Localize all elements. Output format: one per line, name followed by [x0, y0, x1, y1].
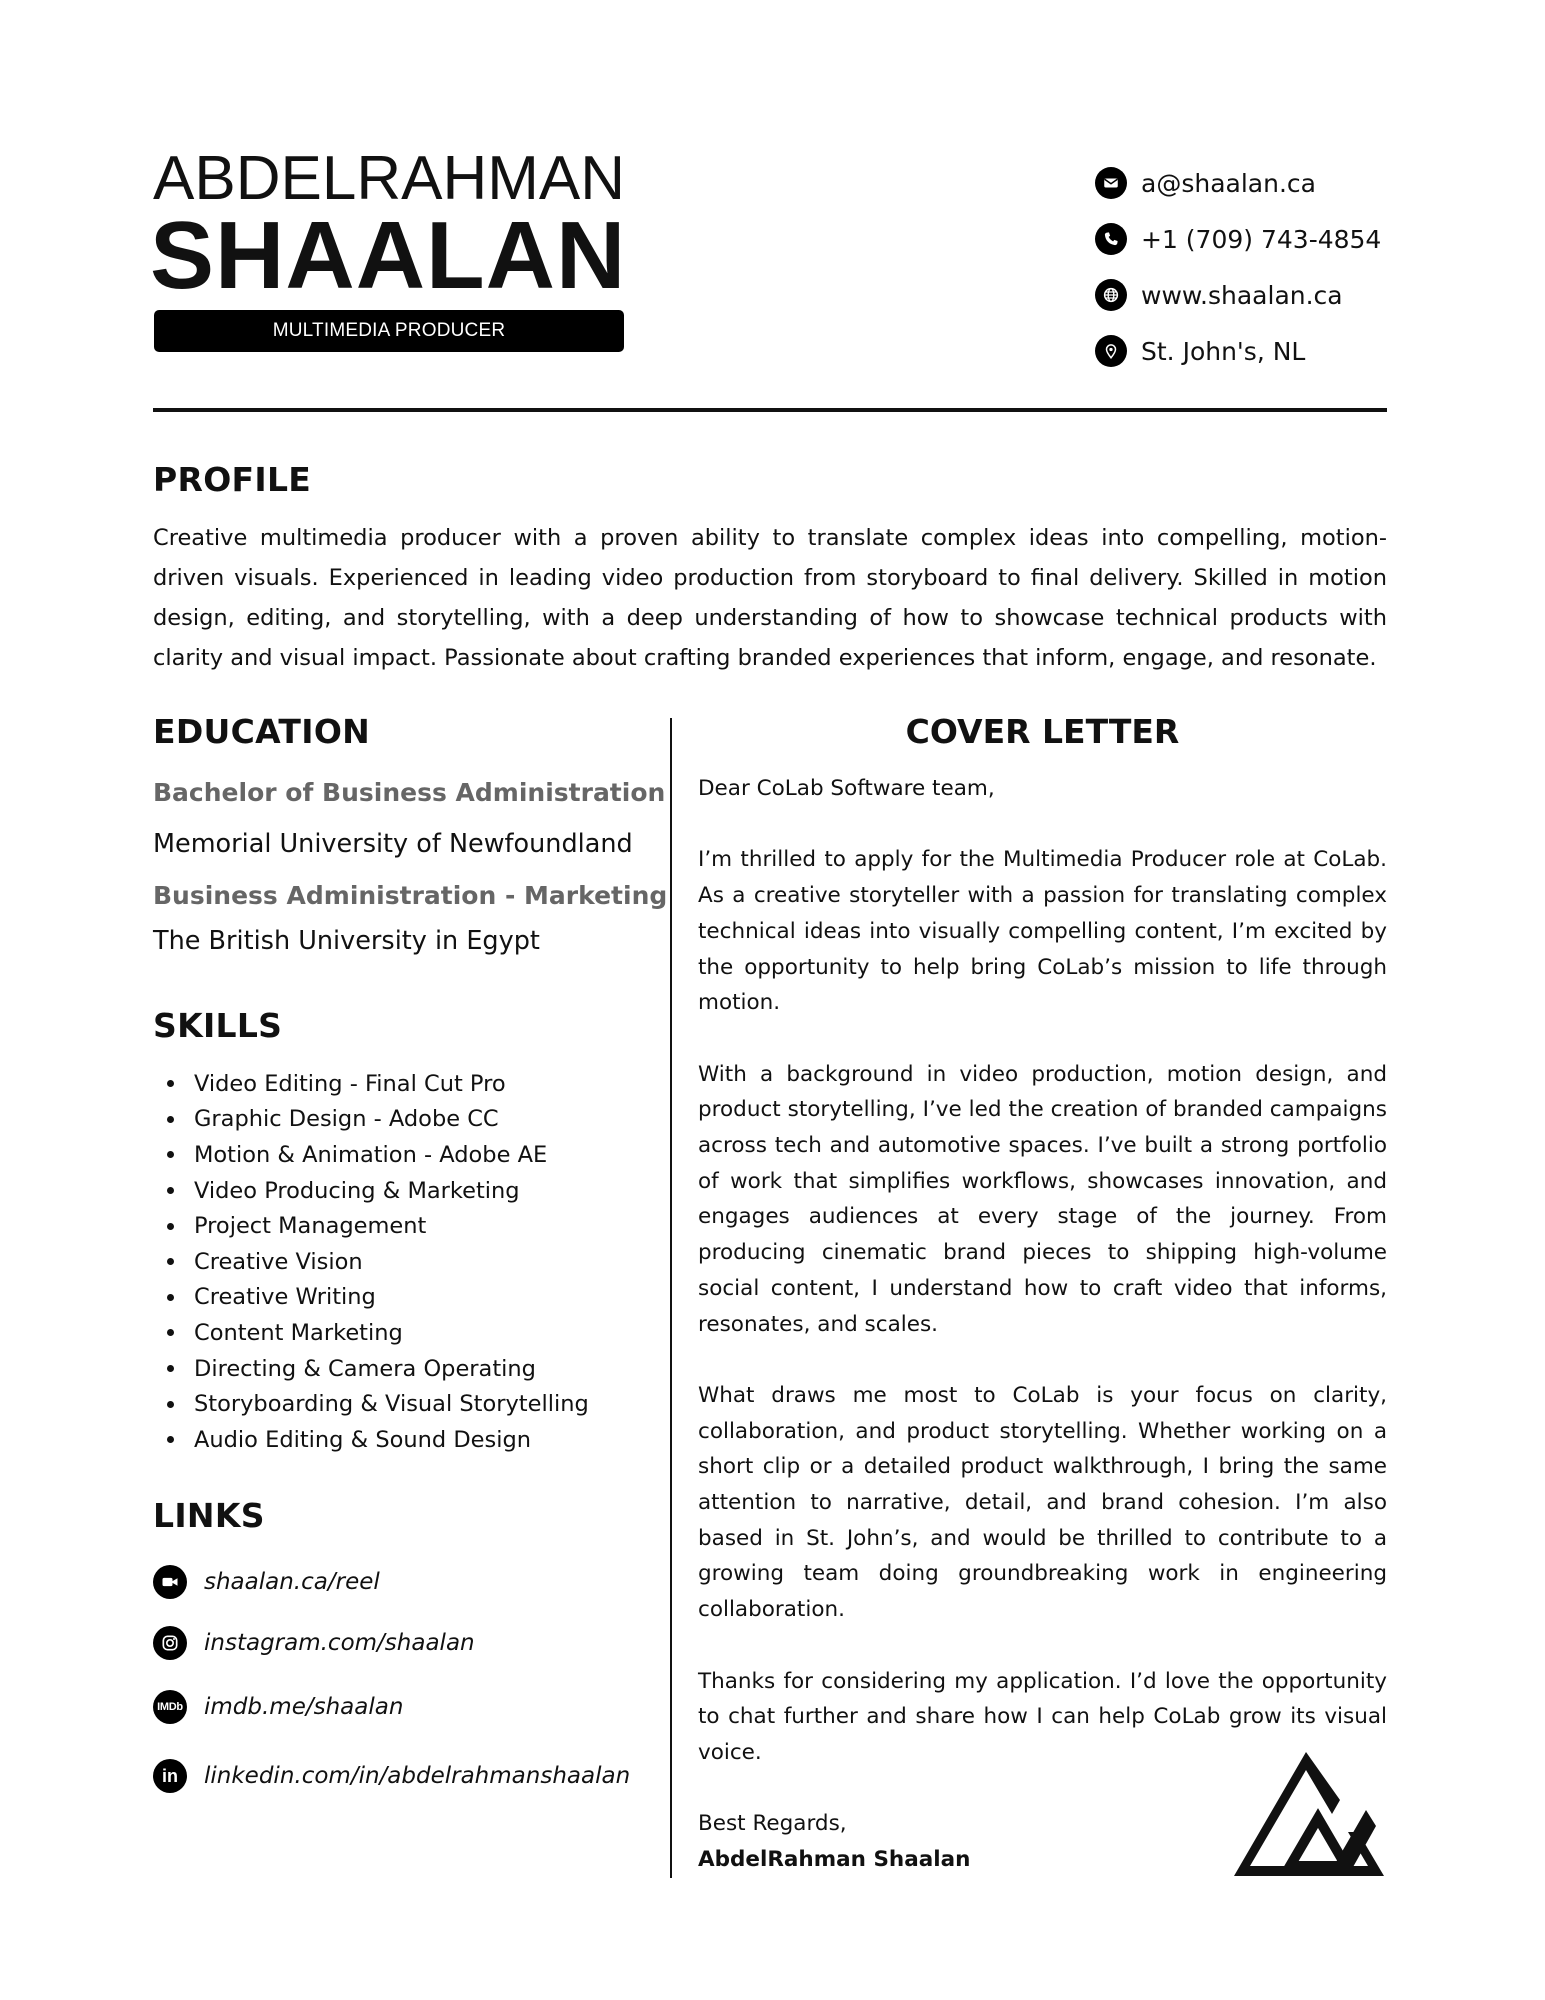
bullet-icon	[167, 1223, 174, 1230]
linkedin-icon	[153, 1759, 187, 1793]
job-title-badge: MULTIMEDIA PRODUCER	[154, 310, 624, 352]
location-icon	[1095, 335, 1127, 367]
bullet-icon	[167, 1436, 174, 1443]
bullet-icon	[167, 1401, 174, 1408]
link-reel[interactable]	[153, 1565, 380, 1599]
link-linkedin[interactable]	[153, 1759, 630, 1793]
phone-icon	[1095, 223, 1127, 255]
list-item	[153, 1386, 643, 1422]
list-item	[153, 1173, 643, 1209]
education-heading: EDUCATION	[153, 712, 371, 751]
email-icon	[1095, 167, 1127, 199]
skill-label: Directing & Camera Operating	[194, 1355, 536, 1382]
education-degree: Business Administration - Marketing	[153, 881, 668, 910]
linkedin-icon-text: in	[162, 1765, 178, 1786]
skill-label: Video Producing & Marketing	[194, 1177, 520, 1204]
imdb-icon-text: IMDb	[157, 1701, 183, 1713]
contact-phone-text: +1 (709) 743-4854	[1141, 224, 1382, 254]
letter-greeting: Dear CoLab Software team,	[698, 776, 995, 801]
contact-list	[1095, 155, 1515, 379]
link-text: instagram.com/shaalan	[204, 1630, 475, 1656]
letter-signature: AbdelRahman Shaalan	[698, 1847, 971, 1873]
skill-label: Graphic Design - Adobe CC	[194, 1106, 499, 1133]
letter-paragraph: With a background in video production, motion design, and product storytelling, I’ve led the creation of branded campaigns across tech and automotive spaces. I’ve built a strong portfolio of work that simplifies workflows, showcases innovation, and engages audiences at every stage of the journey. From producing cinematic brand pieces to shipping high-volume social content, I understand how to craft video that informs, resonates, and scales.	[698, 1061, 1387, 1337]
contact-email[interactable]	[1095, 155, 1515, 211]
profile-text: Creative multimedia producer with a proven ability to translate complex ideas into compelling, motion-driven visuals. Experienced in leading video production from storyboard to final delivery. Skilled in motion design, editing, and storytelling, with a deep understanding of how to showcase technical products with clarity and visual impact. Passionate about crafting branded experiences that inform, engage, and resonate.	[153, 525, 1387, 671]
cover-letter-body	[698, 771, 1387, 1913]
skill-label: Audio Editing & Sound Design	[194, 1426, 532, 1453]
profile-heading: PROFILE	[153, 460, 312, 499]
bullet-icon	[167, 1187, 174, 1194]
skills-heading: SKILLS	[153, 1006, 283, 1045]
list-item	[153, 1066, 643, 1102]
monogram-logo-icon	[1230, 1750, 1390, 1882]
globe-icon	[1095, 279, 1127, 311]
list-item	[153, 1102, 643, 1138]
imdb-icon	[153, 1690, 187, 1724]
cover-letter-heading: COVER LETTER	[905, 712, 1180, 751]
contact-location-text: St. John's, NL	[1141, 336, 1306, 366]
skill-label: Content Marketing	[194, 1319, 403, 1346]
skills-list	[153, 1066, 643, 1458]
instagram-icon	[153, 1626, 187, 1660]
skill-label: Creative Vision	[194, 1248, 363, 1275]
skill-label: Project Management	[194, 1213, 427, 1240]
bullet-icon	[167, 1151, 174, 1158]
skill-label: Motion & Animation - Adobe AE	[194, 1141, 548, 1168]
link-text: shaalan.ca/reel	[204, 1569, 380, 1595]
list-item	[153, 1422, 643, 1458]
contact-email-text: a@shaalan.ca	[1141, 168, 1316, 198]
education-school: Memorial University of Newfoundland	[153, 829, 633, 859]
education-school: The British University in Egypt	[153, 926, 540, 956]
list-item	[153, 1351, 643, 1387]
letter-closing: Best Regards,	[698, 1811, 847, 1837]
letter-paragraph: What draws me most to CoLab is your focus on clarity, collaboration, and product storytelling. Whether working on a short clip or a detailed product walkthrough, I bring the same attention to narrative, detail, and brand cohesion. I’m also based in St. John’s, and would be thrilled to contribute to a growing team doing groundbreaking work in engineering collaboration.	[698, 1382, 1387, 1623]
link-text: linkedin.com/in/abdelrahmanshaalan	[204, 1763, 631, 1789]
contact-location	[1095, 323, 1515, 379]
bullet-icon	[167, 1365, 174, 1372]
bullet-icon	[167, 1080, 174, 1087]
bullet-icon	[167, 1329, 174, 1336]
skill-label: Storyboarding & Visual Storytelling	[194, 1391, 589, 1418]
link-text: imdb.me/shaalan	[204, 1694, 404, 1720]
list-item	[153, 1280, 643, 1316]
contact-website-text: www.shaalan.ca	[1141, 280, 1343, 310]
letter-paragraph: I’m thrilled to apply for the Multimedia Producer role at CoLab. As a creative storyteller with a passion for translating complex technical ideas into visually compelling content, I’m excited by the opportunity to help bring CoLab’s mission to life through motion.	[698, 847, 1387, 1016]
letter-paragraph: Thanks for considering my application. I’d love the opportunity to chat further and share how I can help CoLab grow its visual voice.	[698, 1668, 1387, 1765]
education-degree: Bachelor of Business Administration	[153, 778, 666, 807]
link-instagram[interactable]	[153, 1626, 475, 1660]
video-camera-icon	[153, 1565, 187, 1599]
contact-phone[interactable]	[1095, 211, 1515, 267]
first-name: ABDELRAHMAN	[153, 144, 625, 213]
links-heading: LINKS	[153, 1496, 265, 1535]
list-item	[153, 1244, 643, 1280]
last-name: SHAALAN	[150, 202, 627, 309]
skill-label: Video Editing - Final Cut Pro	[194, 1070, 506, 1097]
list-item	[153, 1208, 643, 1244]
link-imdb[interactable]	[153, 1690, 403, 1724]
header-divider	[153, 408, 1387, 412]
bullet-icon	[167, 1116, 174, 1123]
column-divider	[670, 718, 672, 1878]
skill-label: Creative Writing	[194, 1284, 376, 1311]
list-item	[153, 1315, 643, 1351]
bullet-icon	[167, 1258, 174, 1265]
bullet-icon	[167, 1294, 174, 1301]
list-item	[153, 1137, 643, 1173]
contact-website[interactable]	[1095, 267, 1515, 323]
